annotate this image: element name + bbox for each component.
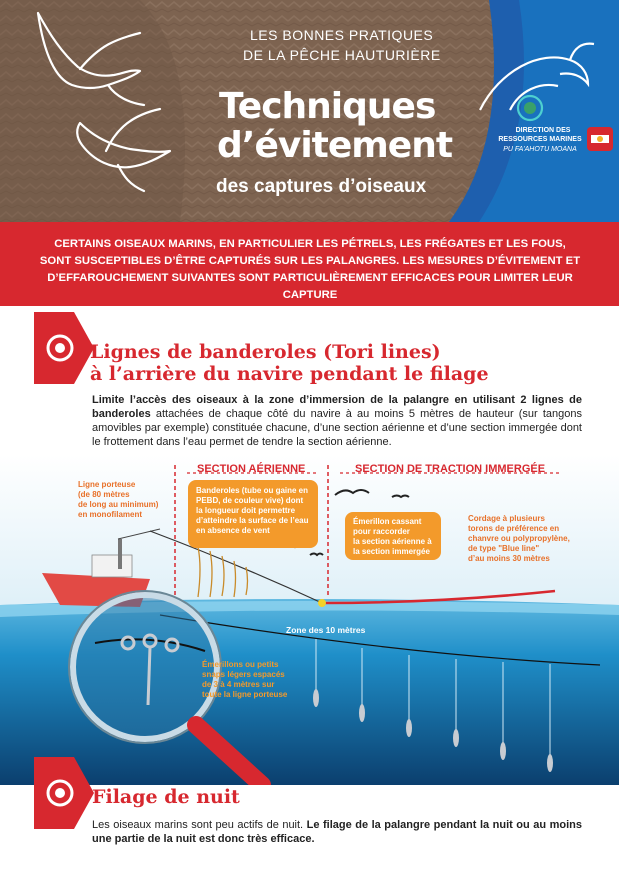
label-swivel-l3: la section aérienne à [353, 537, 432, 546]
intro-line1: CERTAINS OISEAUX MARINS, EN PARTICULIER LES PÉTRELS, LES FRÉGATES ET LES FOUS, [54, 238, 566, 250]
label-swivel-l2: pour raccorder [353, 527, 410, 536]
label-mainline [78, 480, 170, 520]
section2-para-normal: Les oiseaux marins sont peu actifs de nuit. [92, 819, 307, 831]
label-streamers-l1: Banderoles (tube ou gaine en [196, 486, 309, 495]
label-rope-l4: de type "Blue line" [468, 544, 540, 553]
label-zone: Zone des 10 mètres [286, 625, 366, 635]
org-name-line3: PU FA’AHOTU MOANA [503, 146, 577, 153]
label-rope [468, 514, 578, 564]
label-snaps-l2: snaps légers espacés [202, 670, 285, 679]
label-streamers-l3: la longueur doit permettre [196, 506, 296, 515]
label-mainline-l2: (de 80 mètres [78, 490, 130, 499]
label-section-immersed: SECTION DE TRACTION IMMERGÉE [355, 463, 546, 475]
section1-title-line1: Lignes de banderoles (Tori lines) [90, 341, 441, 363]
section2-title: Filage de nuit [92, 786, 240, 808]
intro-banner [0, 222, 619, 306]
swivel-callout [345, 512, 441, 560]
label-snaps-l4: toute la ligne porteuse [202, 690, 288, 699]
label-swivel [353, 517, 441, 557]
seabird-icon [20, 5, 180, 205]
section2-paragraph [92, 818, 582, 846]
org-name-line1: DIRECTION DES [515, 127, 571, 134]
label-snaps-l3: de 3 à 4 mètres sur [202, 680, 275, 689]
title-line1: Techniques [219, 86, 436, 127]
label-section-aerial: SECTION AÉRIENNE [197, 463, 306, 475]
label-mainline-l3: de long au minimum) [78, 500, 159, 509]
label-snaps-l1: Émerillons ou petits [202, 660, 279, 669]
subtitle: des captures d’oiseaux [216, 176, 427, 197]
label-rope-l3: chanvre ou polypropylène, [468, 534, 570, 543]
label-streamers-l4: d’atteindre la surface de l’eau [196, 516, 309, 525]
streamers-callout [188, 480, 318, 548]
kicker-line2: DE LA PÊCHE HAUTURIÈRE [243, 47, 441, 63]
org-name-line2: RESSOURCES MARINES [498, 136, 582, 143]
label-rope-l2: torons de préférence en [468, 524, 560, 533]
label-rope-l1: Cordage à plusieurs [468, 514, 545, 523]
label-streamers [196, 486, 316, 536]
section1-para-bold: Limite l’accès des oiseaux à la zone d’immersion de la palangre en utilisant 2 lignes de banderoles [92, 394, 582, 420]
polynesia-emblem-icon [587, 127, 613, 151]
label-rope-l5: d’au moins 30 mètres [468, 554, 550, 563]
section1-paragraph [92, 393, 582, 449]
section2-marker-icon [34, 757, 94, 829]
label-swivel-l1: Émerillon cassant [353, 517, 422, 526]
intro-line2: SONT SUSCEPTIBLES D’ÊTRE CAPTURÉS SUR LES PALANGRES. LES MESURES D’ÉVITEMENT ET [39, 255, 581, 267]
label-mainline-l1: Ligne porteuse [78, 480, 136, 489]
section2-para-bold: Le filage de la palangre pendant la nuit ou au moins une partie de la nuit est donc très efficace. [92, 819, 583, 845]
label-streamers-l5: en absence de vent [196, 526, 270, 535]
header-banner [0, 0, 619, 222]
section1-title-line2: à l’arrière du navire pendant le filage [90, 363, 489, 385]
fish-logo-icon [470, 30, 600, 140]
intro-text [30, 236, 590, 304]
title-line2: d’évitement [217, 125, 453, 166]
intro-line3: D’EFFAROUCHEMENT SUIVANTES SONT PARTICULIÈREMENT EFFICACES POUR LIMITER LEUR CAPTURE [47, 272, 573, 301]
kicker-line1: LES BONNES PRATIQUES [250, 27, 434, 43]
label-snaps [202, 660, 302, 700]
section-marker-icon [34, 312, 94, 384]
label-mainline-l4: en monofilament [78, 510, 143, 519]
label-swivel-l4: la section immergée [353, 547, 430, 556]
label-streamers-l2: PEBD, de couleur vive) dont [196, 496, 304, 505]
section1-para-rest: attachées de chaque côté du navire à au moins 5 mètres de hauteur (sur tangons amovibles par exemple) constituée chacune, d’une section aérienne et d’une section immergée dont le frottement dans l’eau permet de tendre la section aérienne. [92, 408, 582, 448]
